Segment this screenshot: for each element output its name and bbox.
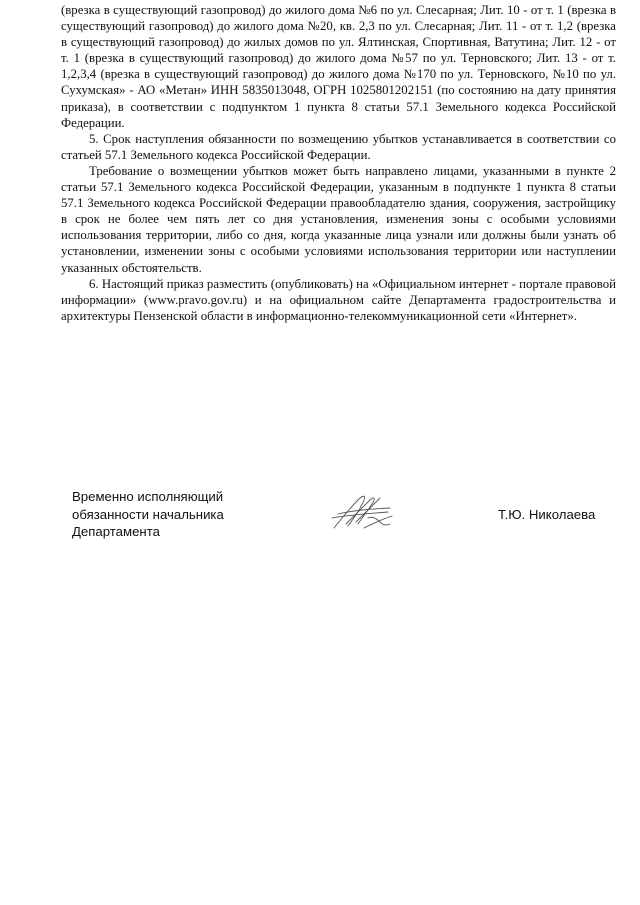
- handwritten-signature: [328, 488, 398, 534]
- document-body: [61, 2, 616, 324]
- signatory-position-line-2: обязанности начальника: [72, 506, 224, 522]
- signature-block: [72, 488, 632, 548]
- signatory-name: Т.Ю. Николаева: [498, 507, 596, 522]
- signatory-position-line-3: Департамента: [72, 524, 160, 539]
- paragraph-continued: (врезка в существующий газопровод) до жилого дома №6 по ул. Слесарная; Лит. 10 - от т. 1 (врезка в существующий газопровод) до жилого дома №20, кв. 2,3 по ул. Слесарная; Лит. 11 - от т. 1,2 (врезка в существующий газопровод) до жилых домов по ул. Ялтинская, Спортивная, Ватутина; Лит. 12 - от т. 1 (врезка в существующий газопровод) до жилого дома №57 по ул. Терновского; Лит. 13 - от т. 1,2,3,4 (врезка в существующий газопровод) до жилого дома №170 по ул. Терновского, №10 по ул. Сухумская» - АО «Метан» ИНН 5835013048, ОГРН 1025801202151 (по состоянию на дату принятия приказа), в соответствии с подпунктом 1 пункта 8 статьи 57.1 Земельного кодекса Российской Федерации.: [61, 3, 616, 130]
- paragraph-6: 6. Настоящий приказ разместить (опубликовать) на «Официальном интернет - портале правовой информации» (www.pravo.gov.ru) и на официальном сайте Департамента градостроительства и архитектуры Пензенской области в информационно-телекоммуникационной сети «Интернет».: [61, 276, 616, 323]
- paragraph-5: 5. Срок наступления обязанности по возмещению убытков устанавливается в соответствии со статьей 57.1 Земельного кодекса Российской Федерации.: [61, 131, 616, 162]
- signatory-position: [72, 488, 224, 541]
- signatory-position-line-1: Временно исполняющий: [72, 489, 224, 504]
- paragraph-damage-claim: Требование о возмещении убытков может быть направлено лицами, указанными в пункте 2 статьи 57.1 Земельного кодекса Российской Федерации, указанным в подпункте 1 пункта 8 статьи 57.1 Земельного кодекса Российской Федерации правообладателю здания, сооружения, застройщику в срок не более чем пять лет со дня установления, изменения зоны с особыми условиями использования территории, либо со дня, когда указанные лица узнали или должны были узнать об установлении, изменении зоны с особыми условиями использования территории или наступлении указанных обстоятельств.: [61, 163, 616, 275]
